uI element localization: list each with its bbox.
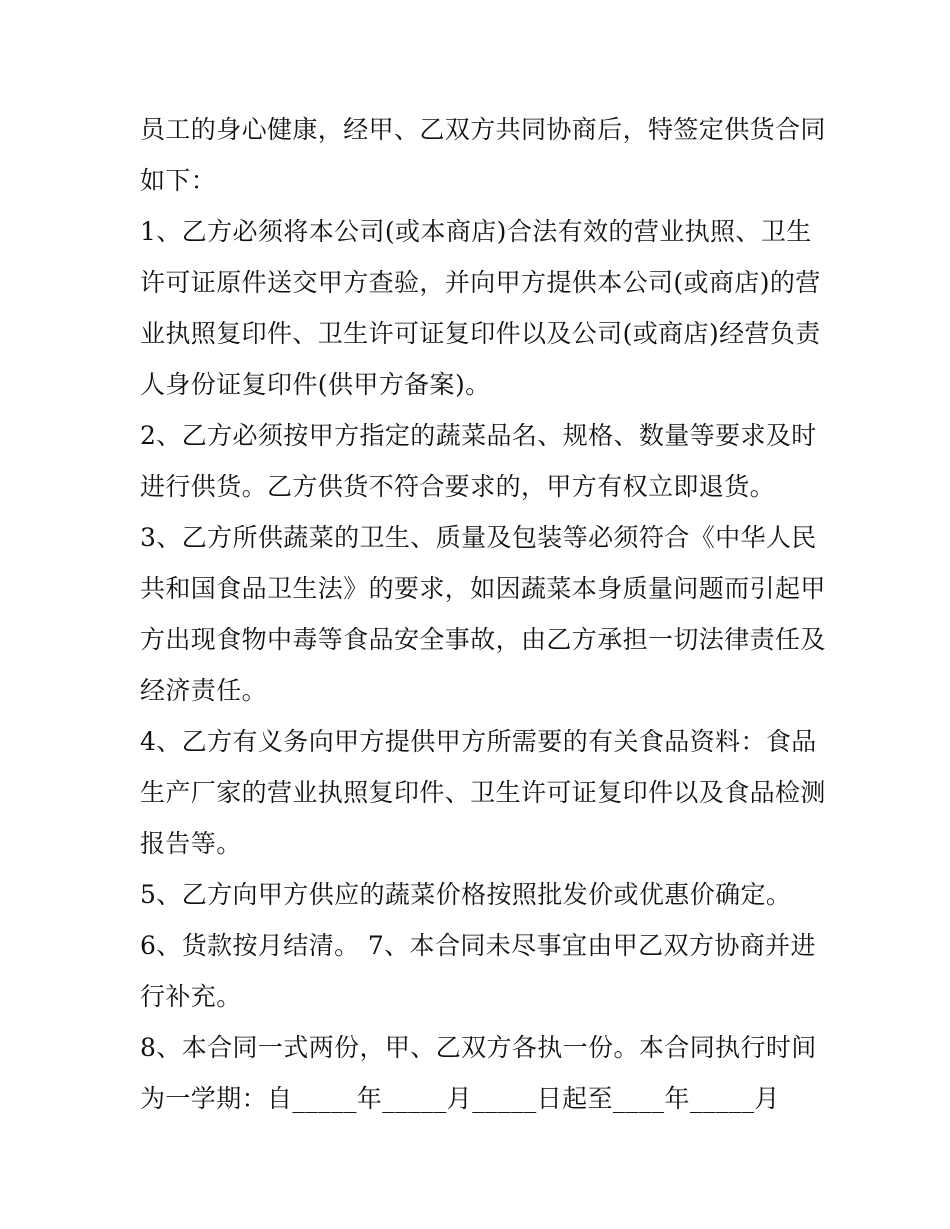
text-line: 1、乙方必须将本公司(或本商店)合法有效的营业执照、卫生: [140, 217, 812, 246]
text-line: 经济责任。: [140, 676, 268, 705]
text-line: 共和国食品卫生法》的要求，如因蔬菜本身质量问题而引起甲: [140, 574, 826, 603]
text-line: 许可证原件送交甲方查验，并向甲方提供本公司(或商店)的营: [140, 268, 821, 297]
text-line: 5、乙方向甲方供应的蔬菜价格按照批发价或优惠价确定。: [140, 880, 792, 909]
text-line: 6、货款按月结清。 7、本合同未尽事宜由甲乙双方协商并进: [140, 931, 816, 960]
text-line: 8、本合同一式两份，甲、乙双方各执一份。本合同执行时间: [140, 1033, 817, 1062]
text-line: 为一学期：自_____年_____月_____日起至____年_____月: [140, 1084, 780, 1113]
text-line: 4、乙方有义务向甲方提供甲方所需要的有关食品资料：食品: [140, 727, 817, 756]
text-line: 3、乙方所供蔬菜的卫生、质量及包装等必须符合《中华人民: [140, 523, 817, 552]
text-line: 2、乙方必须按甲方指定的蔬菜品名、规格、数量等要求及时: [140, 421, 817, 450]
text-line: 生产厂家的营业执照复印件、卫生许可证复印件以及食品检测: [140, 778, 826, 807]
text-line: 进行供货。乙方供货不符合要求的，甲方有权立即退货。: [140, 472, 776, 501]
text-line: 如下：: [140, 166, 217, 195]
text-line: 行补充。: [140, 982, 242, 1011]
text-line: 业执照复印件、卫生许可证复印件以及公司(或商店)经营负责: [140, 319, 821, 348]
text-line: 人身份证复印件(供甲方备案)。: [140, 370, 491, 399]
text-line: 报告等。: [140, 829, 242, 858]
text-line: 员工的身心健康，经甲、乙双方共同协商后，特签定供货合同: [140, 115, 826, 144]
text-line: 方出现食物中毒等食品安全事故，由乙方承担一切法律责任及: [140, 625, 826, 654]
